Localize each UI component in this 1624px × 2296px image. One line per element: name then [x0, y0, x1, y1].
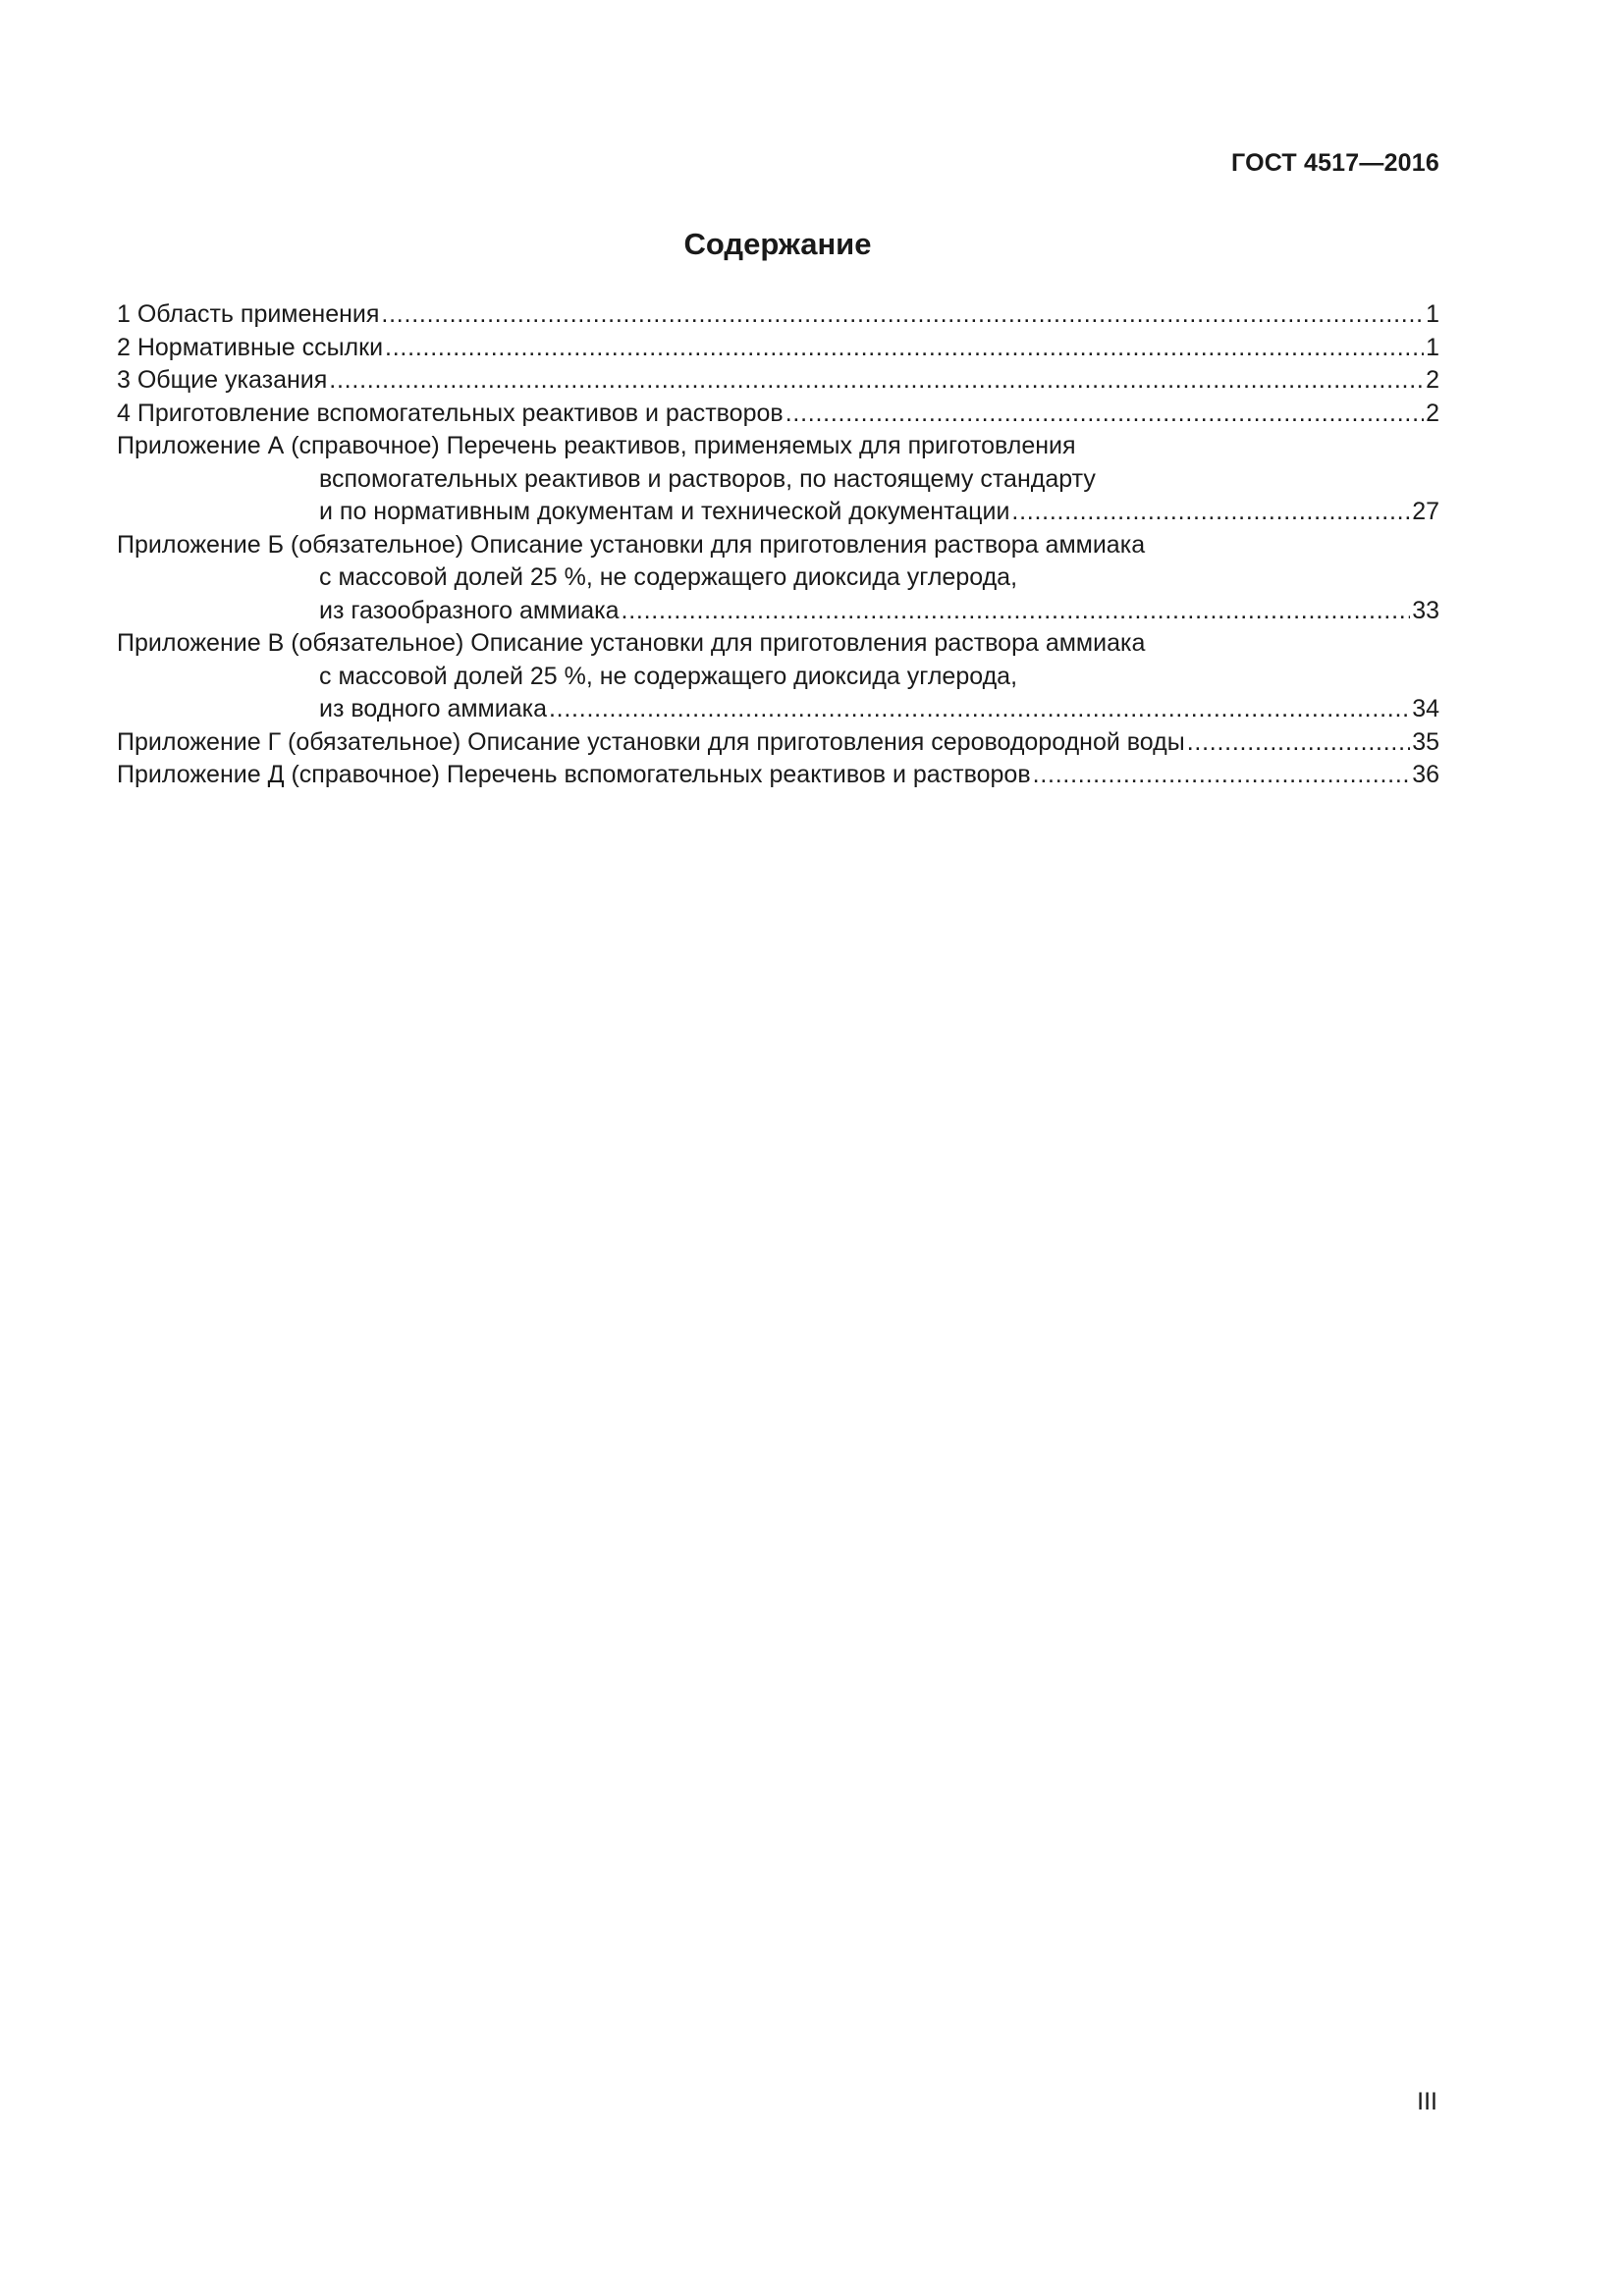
toc-entry-page: 35 — [1412, 727, 1439, 756]
page-number: III — [1417, 2088, 1437, 2115]
toc-entry[interactable] — [117, 726, 1439, 760]
toc-entry-text-continuation: из газообразного аммиака — [319, 596, 620, 624]
toc-entry[interactable] — [117, 529, 1439, 628]
toc-entry-page: 27 — [1412, 498, 1439, 525]
dot-leader — [785, 398, 1424, 431]
table-of-contents — [117, 298, 1439, 792]
toc-entry-text: 3 Общие указания — [117, 366, 328, 394]
dot-leader — [1187, 726, 1410, 760]
toc-entry-page: 1 — [1426, 333, 1439, 361]
toc-entry-page: 2 — [1426, 399, 1439, 427]
toc-entry-page: 33 — [1412, 596, 1439, 624]
toc-entry-page: 34 — [1412, 695, 1439, 722]
dot-leader — [381, 298, 1424, 332]
dot-leader — [385, 332, 1424, 365]
toc-entry[interactable] — [117, 398, 1439, 431]
toc-entry-text: Приложение Д (справочное) Перечень вспомогательных реактивов и растворов — [117, 761, 1031, 788]
toc-entry-page: 36 — [1412, 761, 1439, 788]
dot-leader — [1033, 759, 1411, 792]
document-code: ГОСТ 4517—2016 — [1231, 149, 1439, 177]
toc-entry-text: Приложение Б (обязательное) Описание установки для приготовления раствора аммиака — [117, 530, 1146, 559]
toc-entry[interactable] — [117, 759, 1439, 792]
toc-entry-page: 2 — [1426, 366, 1439, 394]
toc-entry-text: Приложение В (обязательное) Описание установки для приготовления раствора аммиака — [117, 629, 1146, 657]
toc-entry-text: Приложение Г (обязательное) Описание установки для приготовления сероводородной воды — [117, 727, 1185, 756]
toc-entry-text-continuation: из водного аммиака — [319, 695, 547, 722]
toc-entry-text-continuation: и по нормативным документам и технической документации — [319, 498, 1010, 525]
toc-entry[interactable] — [117, 298, 1439, 332]
toc-entry-page: 1 — [1426, 300, 1439, 328]
dot-leader — [549, 693, 1410, 726]
toc-entry[interactable] — [117, 430, 1439, 529]
toc-entry-text-continuation: с массовой долей 25 %, не содержащего диоксида углерода, — [319, 563, 1018, 591]
toc-entry-text: 4 Приготовление вспомогательных реактивов и растворов — [117, 399, 784, 427]
toc-entry-text: 1 Область применения — [117, 300, 380, 328]
dot-leader — [1011, 496, 1410, 529]
toc-title: Содержание — [683, 227, 872, 261]
toc-entry[interactable] — [117, 332, 1439, 365]
toc-entry[interactable] — [117, 627, 1439, 726]
dot-leader — [329, 364, 1424, 398]
toc-entry-text: Приложение А (справочное) Перечень реактивов, применяемых для приготовления — [117, 432, 1076, 459]
toc-entry-text-continuation: вспомогательных реактивов и растворов, по настоящему стандарту — [319, 464, 1096, 493]
toc-entry-text-continuation: с массовой долей 25 %, не содержащего диоксида углерода, — [319, 662, 1018, 690]
toc-entry[interactable] — [117, 364, 1439, 398]
dot-leader — [622, 595, 1411, 628]
toc-entry-text: 2 Нормативные ссылки — [117, 333, 384, 361]
